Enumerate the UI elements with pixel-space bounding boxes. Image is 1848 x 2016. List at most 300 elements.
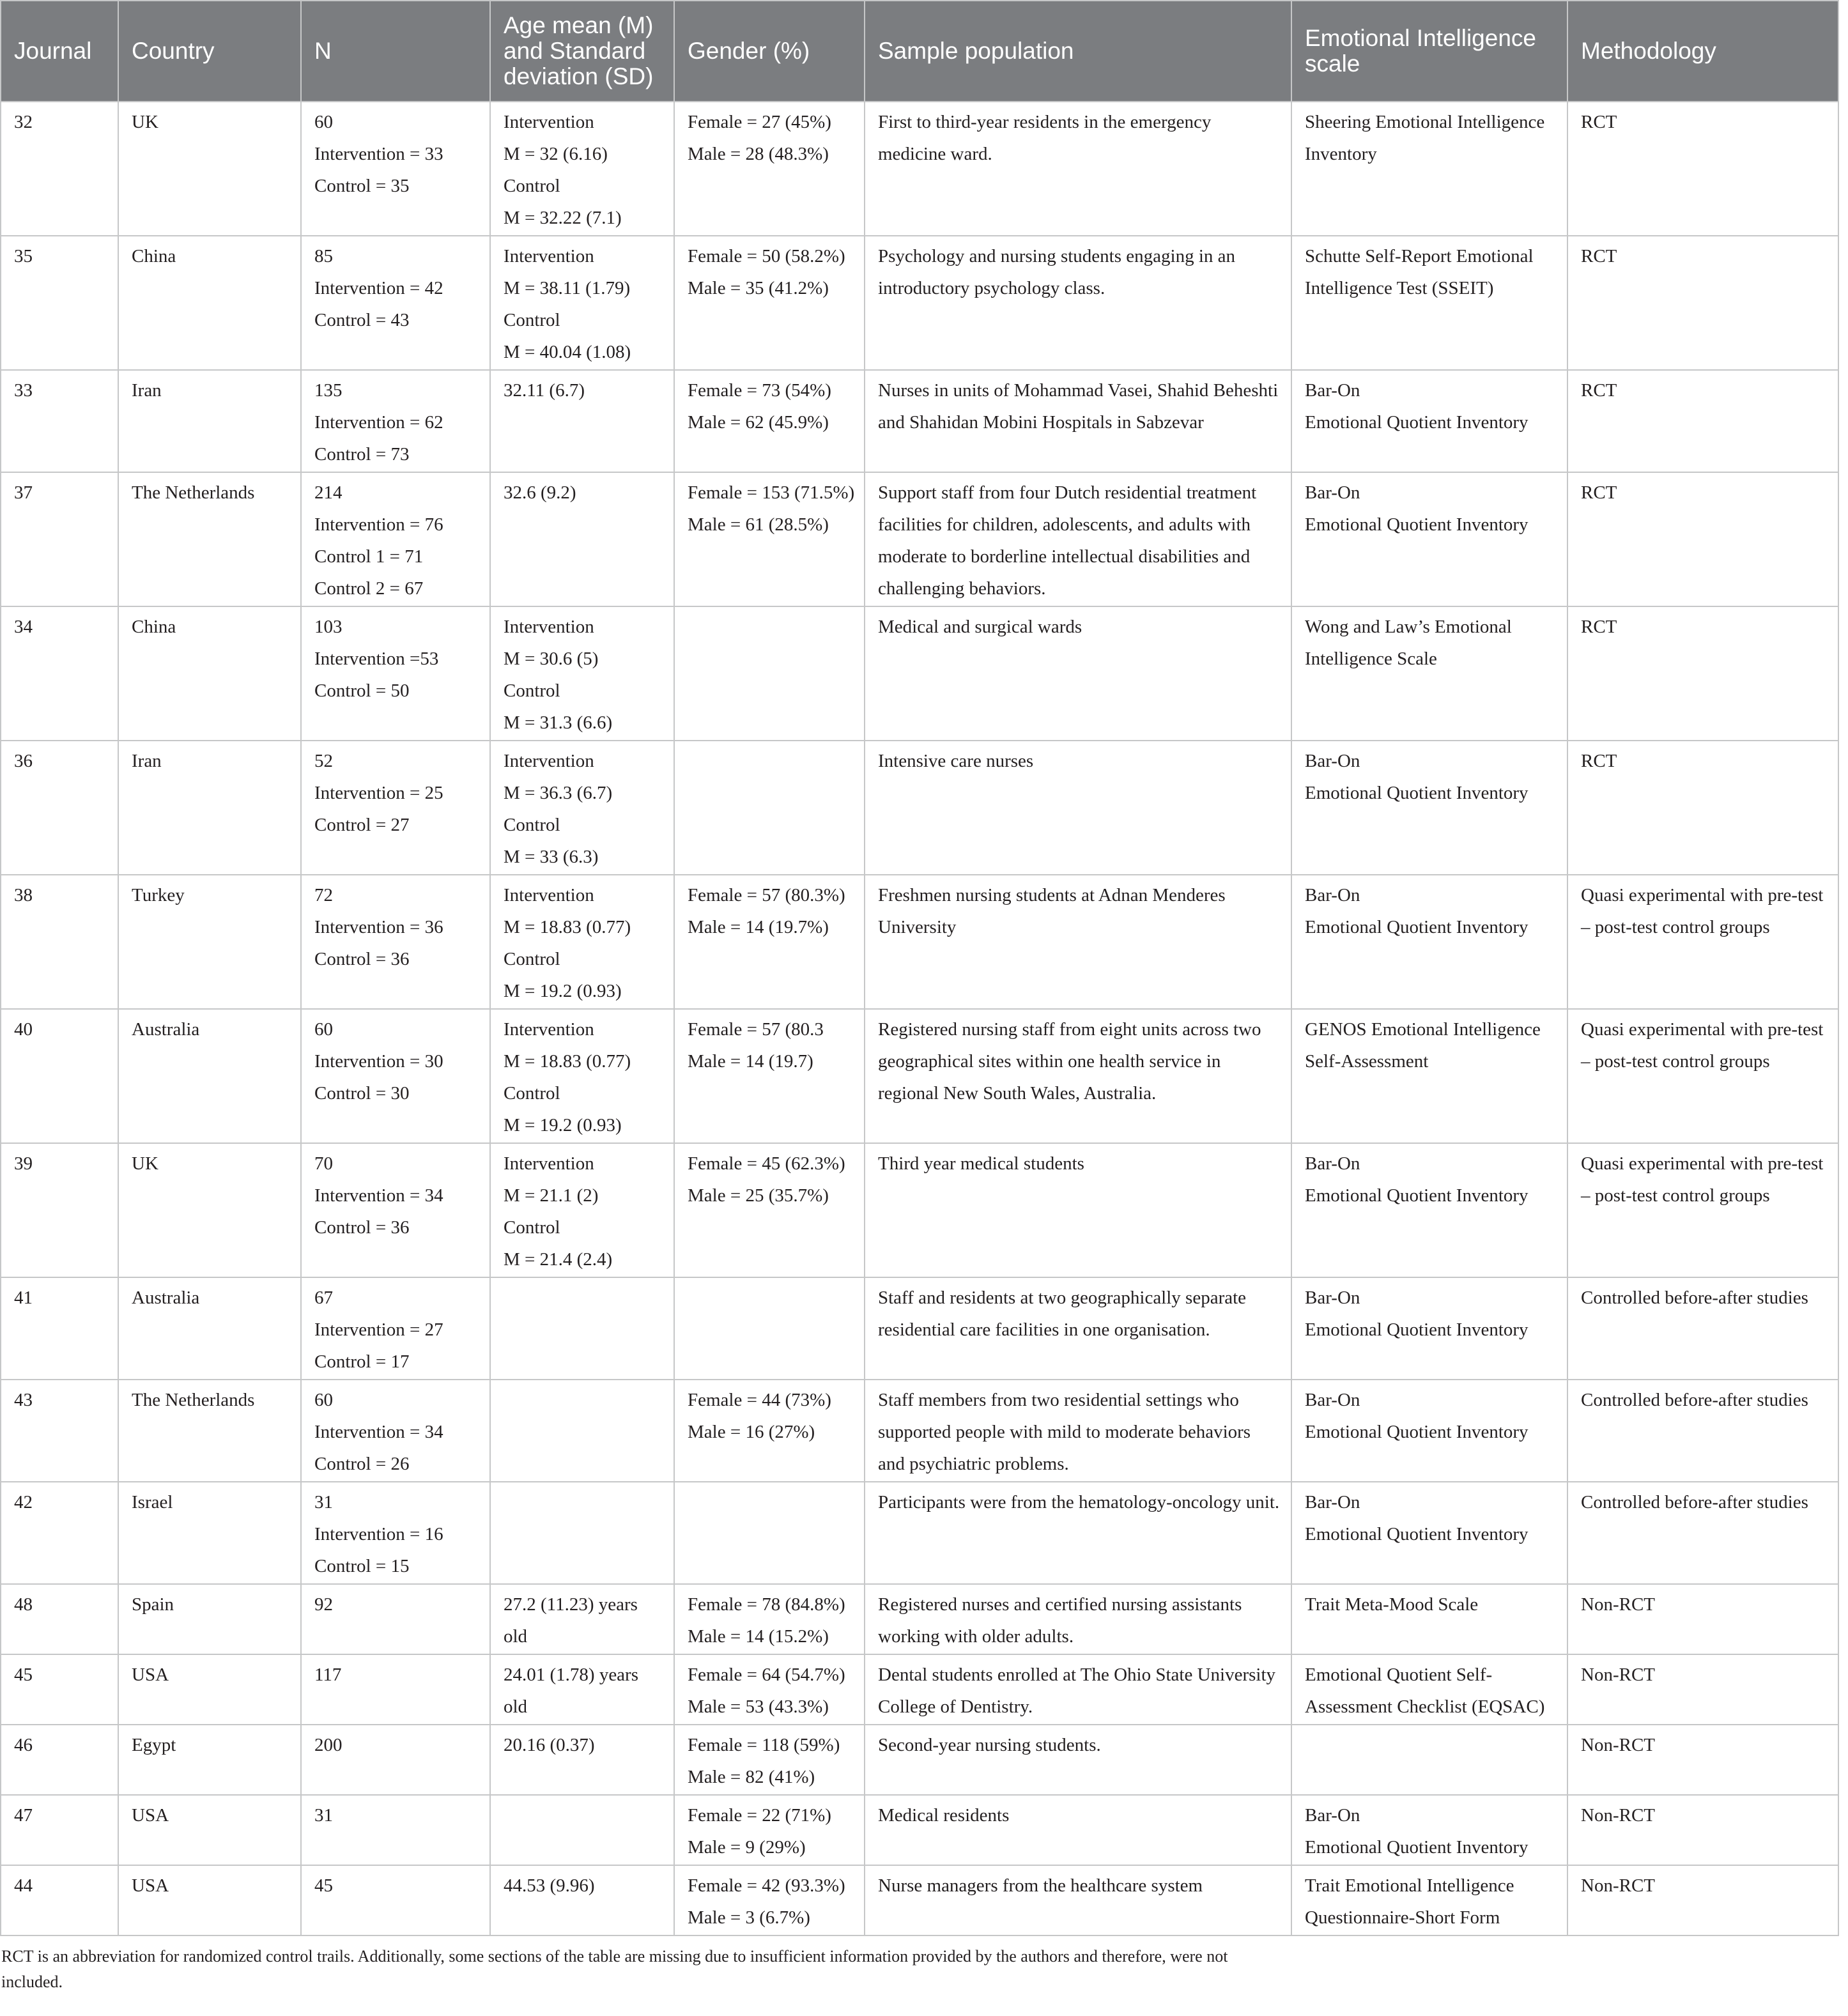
gender-line: Male = 82 (41%) bbox=[688, 1767, 815, 1787]
cell-scale bbox=[1291, 606, 1567, 741]
country-line: Iran bbox=[132, 380, 162, 401]
cell-sample bbox=[865, 370, 1291, 472]
scale-line: Emotional Quotient Inventory bbox=[1305, 1320, 1528, 1340]
cell-n bbox=[301, 1380, 490, 1482]
age-line: M = 32 (6.16) bbox=[504, 144, 608, 164]
header-country bbox=[118, 1, 301, 102]
header-scale bbox=[1291, 1, 1567, 102]
cell-scale bbox=[1291, 1725, 1567, 1795]
sample-line: medicine ward. bbox=[878, 144, 992, 164]
method-line: Non-RCT bbox=[1581, 1735, 1655, 1755]
table-row bbox=[1, 1865, 1838, 1935]
cell-country bbox=[118, 1380, 301, 1482]
age-line: Control bbox=[504, 176, 560, 196]
cell-journal bbox=[1, 1865, 118, 1935]
n-line: 31 bbox=[314, 1492, 333, 1512]
cell-method bbox=[1567, 1277, 1838, 1380]
n-line: Control = 27 bbox=[314, 815, 410, 835]
gender-line: Female = 50 (58.2%) bbox=[688, 246, 845, 266]
cell-method bbox=[1567, 370, 1838, 472]
header-age bbox=[490, 1, 674, 102]
gender-line: Male = 35 (41.2%) bbox=[688, 278, 829, 298]
sample-line: introductory psychology class. bbox=[878, 278, 1105, 298]
header-line: and Standard bbox=[504, 38, 646, 64]
journal-line: 48 bbox=[14, 1594, 33, 1615]
scale-line: Emotional Quotient Inventory bbox=[1305, 514, 1528, 535]
method-line: RCT bbox=[1581, 617, 1617, 637]
cell-age bbox=[490, 1725, 674, 1795]
cell-method bbox=[1567, 1584, 1838, 1654]
cell-n bbox=[301, 1482, 490, 1584]
header-line: N bbox=[314, 38, 332, 64]
cell-journal bbox=[1, 875, 118, 1009]
cell-gender bbox=[674, 472, 865, 606]
cell-gender bbox=[674, 1654, 865, 1725]
n-line: Control 1 = 71 bbox=[314, 546, 424, 567]
table-row bbox=[1, 370, 1838, 472]
gender-line: Female = 22 (71%) bbox=[688, 1805, 831, 1826]
cell-scale bbox=[1291, 1865, 1567, 1935]
sample-line: Support staff from four Dutch residential treatment bbox=[878, 482, 1257, 503]
cell-age bbox=[490, 741, 674, 875]
cell-journal bbox=[1, 606, 118, 741]
gender-line: Male = 28 (48.3%) bbox=[688, 144, 829, 164]
scale-line: Bar-On bbox=[1305, 482, 1360, 503]
cell-journal bbox=[1, 1654, 118, 1725]
age-line: Intervention bbox=[504, 112, 594, 132]
cell-sample bbox=[865, 1009, 1291, 1143]
cell-scale bbox=[1291, 1277, 1567, 1380]
method-line: – post-test control groups bbox=[1581, 1185, 1770, 1206]
cell-country bbox=[118, 1482, 301, 1584]
method-line: – post-test control groups bbox=[1581, 1051, 1770, 1072]
journal-line: 38 bbox=[14, 885, 33, 905]
sample-line: Second-year nursing students. bbox=[878, 1735, 1101, 1755]
table-row bbox=[1, 1725, 1838, 1795]
method-line: – post-test control groups bbox=[1581, 917, 1770, 937]
cell-journal bbox=[1, 236, 118, 370]
cell-sample bbox=[865, 1380, 1291, 1482]
age-line: 32.6 (9.2) bbox=[504, 482, 576, 503]
cell-country bbox=[118, 1725, 301, 1795]
cell-age bbox=[490, 472, 674, 606]
sample-line: residential care facilities in one organisation. bbox=[878, 1320, 1210, 1340]
gender-line: Female = 118 (59%) bbox=[688, 1735, 840, 1755]
cell-gender bbox=[674, 741, 865, 875]
scale-line: Trait Meta-Mood Scale bbox=[1305, 1594, 1479, 1615]
cell-sample bbox=[865, 236, 1291, 370]
cell-sample bbox=[865, 875, 1291, 1009]
cell-journal bbox=[1, 1009, 118, 1143]
sample-line: regional New South Wales, Australia. bbox=[878, 1083, 1157, 1104]
method-line: Controlled before-after studies bbox=[1581, 1288, 1808, 1308]
age-line: Control bbox=[504, 815, 560, 835]
scale-line: Emotional Quotient Inventory bbox=[1305, 783, 1528, 803]
n-line: Intervention =53 bbox=[314, 649, 439, 669]
age-line: Control bbox=[504, 681, 560, 701]
cell-journal bbox=[1, 741, 118, 875]
age-line: M = 21.1 (2) bbox=[504, 1185, 599, 1206]
method-line: RCT bbox=[1581, 246, 1617, 266]
cell-gender bbox=[674, 1277, 865, 1380]
table-row bbox=[1, 606, 1838, 741]
age-line: Intervention bbox=[504, 246, 594, 266]
age-line: M = 32.22 (7.1) bbox=[504, 208, 622, 228]
country-line: Australia bbox=[132, 1288, 200, 1308]
gender-line: Female = 78 (84.8%) bbox=[688, 1594, 845, 1615]
cell-sample bbox=[865, 102, 1291, 236]
sample-line: Nurse managers from the healthcare system bbox=[878, 1875, 1203, 1896]
n-line: Intervention = 30 bbox=[314, 1051, 443, 1072]
cell-sample bbox=[865, 1654, 1291, 1725]
table-row bbox=[1, 102, 1838, 236]
cell-country bbox=[118, 1865, 301, 1935]
cell-gender bbox=[674, 370, 865, 472]
n-line: 117 bbox=[314, 1665, 342, 1685]
sample-line: Nurses in units of Mohammad Vasei, Shahid Beheshti bbox=[878, 380, 1279, 401]
cell-sample bbox=[865, 1795, 1291, 1865]
cell-journal bbox=[1, 1725, 118, 1795]
table-row bbox=[1, 1482, 1838, 1584]
table-body bbox=[1, 102, 1838, 1935]
gender-line: Female = 64 (54.7%) bbox=[688, 1665, 845, 1685]
country-line: UK bbox=[132, 1153, 158, 1174]
gender-line: Male = 25 (35.7%) bbox=[688, 1185, 829, 1206]
scale-line: Intelligence Test (SSEIT) bbox=[1305, 278, 1494, 298]
cell-method bbox=[1567, 1865, 1838, 1935]
cell-country bbox=[118, 102, 301, 236]
n-line: 31 bbox=[314, 1805, 333, 1826]
age-line: Intervention bbox=[504, 1153, 594, 1174]
scale-line: Bar-On bbox=[1305, 380, 1360, 401]
country-line: Turkey bbox=[132, 885, 185, 905]
method-line: Controlled before-after studies bbox=[1581, 1390, 1808, 1410]
age-line: M = 21.4 (2.4) bbox=[504, 1249, 613, 1270]
n-line: Control = 30 bbox=[314, 1083, 410, 1104]
scale-line: Emotional Quotient Inventory bbox=[1305, 1837, 1528, 1858]
cell-method bbox=[1567, 102, 1838, 236]
n-line: Intervention = 36 bbox=[314, 917, 443, 937]
n-line: 92 bbox=[314, 1594, 333, 1615]
cell-gender bbox=[674, 1865, 865, 1935]
gender-line: Female = 42 (93.3%) bbox=[688, 1875, 845, 1896]
gender-line: Male = 9 (29%) bbox=[688, 1837, 806, 1858]
cell-journal bbox=[1, 1482, 118, 1584]
sample-line: College of Dentistry. bbox=[878, 1697, 1033, 1717]
n-line: 70 bbox=[314, 1153, 333, 1174]
age-line: Control bbox=[504, 1083, 560, 1104]
method-line: RCT bbox=[1581, 112, 1617, 132]
sample-line: and Shahidan Mobini Hospitals in Sabzevar bbox=[878, 412, 1204, 433]
sample-line: and psychiatric problems. bbox=[878, 1454, 1069, 1474]
cell-country bbox=[118, 875, 301, 1009]
table-row bbox=[1, 1584, 1838, 1654]
n-line: Control = 26 bbox=[314, 1454, 410, 1474]
cell-gender bbox=[674, 1482, 865, 1584]
header-line: deviation (SD) bbox=[504, 63, 654, 89]
n-line: Control = 43 bbox=[314, 310, 410, 330]
header-line: scale bbox=[1305, 50, 1360, 77]
scale-line: Emotional Quotient Inventory bbox=[1305, 917, 1528, 937]
header-line: Journal bbox=[14, 38, 92, 64]
cell-sample bbox=[865, 1865, 1291, 1935]
table-row bbox=[1, 472, 1838, 606]
cell-n bbox=[301, 1584, 490, 1654]
n-line: Control = 50 bbox=[314, 681, 410, 701]
n-line: Intervention = 62 bbox=[314, 412, 443, 433]
n-line: Intervention = 34 bbox=[314, 1422, 443, 1442]
header-line: Country bbox=[132, 38, 215, 64]
cell-scale bbox=[1291, 1654, 1567, 1725]
method-line: Quasi experimental with pre-test bbox=[1581, 1153, 1824, 1174]
cell-sample bbox=[865, 741, 1291, 875]
sample-line: Medical residents bbox=[878, 1805, 1010, 1826]
cell-age bbox=[490, 1143, 674, 1277]
n-line: Control = 73 bbox=[314, 444, 410, 465]
cell-gender bbox=[674, 606, 865, 741]
sample-line: First to third-year residents in the emergency bbox=[878, 112, 1212, 132]
scale-line: Bar-On bbox=[1305, 751, 1360, 771]
cell-method bbox=[1567, 1654, 1838, 1725]
cell-country bbox=[118, 370, 301, 472]
table-row bbox=[1, 1143, 1838, 1277]
age-line: M = 40.04 (1.08) bbox=[504, 342, 631, 362]
cell-journal bbox=[1, 102, 118, 236]
n-line: Intervention = 25 bbox=[314, 783, 443, 803]
scale-line: Bar-On bbox=[1305, 1805, 1360, 1826]
cell-gender bbox=[674, 1380, 865, 1482]
cell-n bbox=[301, 1865, 490, 1935]
gender-line: Female = 44 (73%) bbox=[688, 1390, 831, 1410]
age-line: 32.11 (6.7) bbox=[504, 380, 585, 401]
n-line: Intervention = 27 bbox=[314, 1320, 443, 1340]
cell-country bbox=[118, 1143, 301, 1277]
scale-line: GENOS Emotional Intelligence bbox=[1305, 1019, 1541, 1040]
gender-line: Female = 57 (80.3 bbox=[688, 1019, 824, 1040]
scale-line: Emotional Quotient Self- bbox=[1305, 1665, 1493, 1685]
country-line: Australia bbox=[132, 1019, 200, 1040]
cell-gender bbox=[674, 875, 865, 1009]
sample-line: Third year medical students bbox=[878, 1153, 1084, 1174]
sample-line: Freshmen nursing students at Adnan Menderes bbox=[878, 885, 1226, 905]
journal-line: 37 bbox=[14, 482, 33, 503]
age-line: 27.2 (11.23) years bbox=[504, 1594, 638, 1615]
journal-line: 43 bbox=[14, 1390, 33, 1410]
n-line: Control = 15 bbox=[314, 1556, 410, 1576]
table-row bbox=[1, 1009, 1838, 1143]
n-line: Intervention = 34 bbox=[314, 1185, 443, 1206]
cell-country bbox=[118, 1009, 301, 1143]
table-row bbox=[1, 236, 1838, 370]
method-line: Non-RCT bbox=[1581, 1805, 1655, 1826]
gender-line: Female = 73 (54%) bbox=[688, 380, 831, 401]
age-line: M = 36.3 (6.7) bbox=[504, 783, 613, 803]
gender-line: Female = 27 (45%) bbox=[688, 112, 831, 132]
gender-line: Male = 16 (27%) bbox=[688, 1422, 815, 1442]
journal-line: 40 bbox=[14, 1019, 33, 1040]
cell-n bbox=[301, 1725, 490, 1795]
cell-age bbox=[490, 1009, 674, 1143]
cell-n bbox=[301, 741, 490, 875]
n-line: 72 bbox=[314, 885, 333, 905]
sample-line: Staff and residents at two geographically separate bbox=[878, 1288, 1247, 1308]
cell-method bbox=[1567, 606, 1838, 741]
table-footnote bbox=[0, 1944, 1848, 1995]
journal-line: 34 bbox=[14, 617, 33, 637]
sample-line: facilities for children, adolescents, and adults with bbox=[878, 514, 1251, 535]
table-row bbox=[1, 741, 1838, 875]
method-line: Quasi experimental with pre-test bbox=[1581, 1019, 1824, 1040]
n-line: 45 bbox=[314, 1875, 333, 1896]
age-line: Control bbox=[504, 310, 560, 330]
journal-line: 45 bbox=[14, 1665, 33, 1685]
method-line: Non-RCT bbox=[1581, 1875, 1655, 1896]
method-line: Quasi experimental with pre-test bbox=[1581, 885, 1824, 905]
country-line: UK bbox=[132, 112, 158, 132]
sample-line: Medical and surgical wards bbox=[878, 617, 1082, 637]
sample-line: Intensive care nurses bbox=[878, 751, 1034, 771]
journal-line: 42 bbox=[14, 1492, 33, 1512]
cell-journal bbox=[1, 1795, 118, 1865]
scale-line: Emotional Quotient Inventory bbox=[1305, 1524, 1528, 1544]
age-line: 20.16 (0.37) bbox=[504, 1735, 595, 1755]
method-line: Non-RCT bbox=[1581, 1665, 1655, 1685]
age-line: Intervention bbox=[504, 1019, 594, 1040]
cell-country bbox=[118, 1795, 301, 1865]
scale-line: Wong and Law’s Emotional bbox=[1305, 617, 1512, 637]
cell-country bbox=[118, 1654, 301, 1725]
cell-scale bbox=[1291, 236, 1567, 370]
cell-sample bbox=[865, 1725, 1291, 1795]
country-line: The Netherlands bbox=[132, 1390, 255, 1410]
table-row bbox=[1, 1277, 1838, 1380]
sample-line: moderate to borderline intellectual disabilities and bbox=[878, 546, 1251, 567]
sample-line: Psychology and nursing students engaging in an bbox=[878, 246, 1236, 266]
table-row bbox=[1, 1380, 1838, 1482]
cell-age bbox=[490, 1795, 674, 1865]
n-line: 60 bbox=[314, 1390, 333, 1410]
header-method bbox=[1567, 1, 1838, 102]
n-line: 60 bbox=[314, 1019, 333, 1040]
cell-method bbox=[1567, 1482, 1838, 1584]
scale-line: Bar-On bbox=[1305, 1492, 1360, 1512]
age-line: Intervention bbox=[504, 617, 594, 637]
scale-line: Bar-On bbox=[1305, 885, 1360, 905]
n-line: 214 bbox=[314, 482, 343, 503]
scale-line: Emotional Quotient Inventory bbox=[1305, 412, 1528, 433]
sample-line: Participants were from the hematology-oncology unit. bbox=[878, 1492, 1280, 1512]
country-line: China bbox=[132, 246, 176, 266]
journal-line: 36 bbox=[14, 751, 33, 771]
cell-journal bbox=[1, 1143, 118, 1277]
country-line: China bbox=[132, 617, 176, 637]
cell-age bbox=[490, 236, 674, 370]
cell-country bbox=[118, 236, 301, 370]
cell-scale bbox=[1291, 370, 1567, 472]
gender-line: Female = 57 (80.3%) bbox=[688, 885, 845, 905]
gender-line: Male = 3 (6.7%) bbox=[688, 1907, 810, 1928]
table-row bbox=[1, 1654, 1838, 1725]
cell-n bbox=[301, 102, 490, 236]
country-line: Egypt bbox=[132, 1735, 176, 1755]
cell-n bbox=[301, 1143, 490, 1277]
age-line: M = 19.2 (0.93) bbox=[504, 1115, 622, 1135]
cell-gender bbox=[674, 1009, 865, 1143]
cell-country bbox=[118, 1584, 301, 1654]
table-header bbox=[1, 1, 1838, 102]
cell-age bbox=[490, 875, 674, 1009]
cell-method bbox=[1567, 875, 1838, 1009]
cell-sample bbox=[865, 1584, 1291, 1654]
footnote-line: RCT is an abbreviation for randomized control trails. Additionally, some sections of the table are missing due to insufficient information provided by the authors and therefore, were not bbox=[1, 1947, 1228, 1966]
cell-scale bbox=[1291, 1380, 1567, 1482]
cell-age bbox=[490, 1482, 674, 1584]
sample-line: Registered nurses and certified nursing assistants bbox=[878, 1594, 1242, 1615]
header-gender bbox=[674, 1, 865, 102]
cell-n bbox=[301, 1009, 490, 1143]
n-line: 52 bbox=[314, 751, 333, 771]
scale-line: Trait Emotional Intelligence bbox=[1305, 1875, 1514, 1896]
age-line: Control bbox=[504, 949, 560, 969]
cell-scale bbox=[1291, 875, 1567, 1009]
gender-line: Female = 45 (62.3%) bbox=[688, 1153, 845, 1174]
n-line: Control = 35 bbox=[314, 176, 410, 196]
country-line: USA bbox=[132, 1805, 169, 1826]
cell-method bbox=[1567, 1009, 1838, 1143]
scale-line: Sheering Emotional Intelligence bbox=[1305, 112, 1545, 132]
sample-line: working with older adults. bbox=[878, 1626, 1074, 1647]
n-line: Control = 17 bbox=[314, 1351, 410, 1372]
n-line: 103 bbox=[314, 617, 343, 637]
header-line: Methodology bbox=[1581, 38, 1716, 64]
sample-line: geographical sites within one health service in bbox=[878, 1051, 1221, 1072]
cell-country bbox=[118, 606, 301, 741]
method-line: RCT bbox=[1581, 751, 1617, 771]
table-row bbox=[1, 875, 1838, 1009]
cell-scale bbox=[1291, 1584, 1567, 1654]
cell-journal bbox=[1, 1380, 118, 1482]
cell-scale bbox=[1291, 741, 1567, 875]
cell-country bbox=[118, 472, 301, 606]
method-line: RCT bbox=[1581, 482, 1617, 503]
age-line: 44.53 (9.96) bbox=[504, 1875, 595, 1896]
header-n bbox=[301, 1, 490, 102]
sample-line: Registered nursing staff from eight units across two bbox=[878, 1019, 1261, 1040]
scale-line: Bar-On bbox=[1305, 1288, 1360, 1308]
gender-line: Male = 53 (43.3%) bbox=[688, 1697, 829, 1717]
footnote-line: included. bbox=[1, 1973, 63, 1991]
gender-line: Male = 14 (19.7) bbox=[688, 1051, 813, 1072]
cell-sample bbox=[865, 1277, 1291, 1380]
cell-method bbox=[1567, 741, 1838, 875]
cell-method bbox=[1567, 1725, 1838, 1795]
n-line: Intervention = 76 bbox=[314, 514, 443, 535]
scale-line: Self-Assessment bbox=[1305, 1051, 1429, 1072]
country-line: USA bbox=[132, 1665, 169, 1685]
journal-line: 41 bbox=[14, 1288, 33, 1308]
cell-sample bbox=[865, 1482, 1291, 1584]
n-line: Intervention = 16 bbox=[314, 1524, 443, 1544]
age-line: M = 18.83 (0.77) bbox=[504, 1051, 631, 1072]
n-line: 135 bbox=[314, 380, 343, 401]
n-line: Control = 36 bbox=[314, 1217, 410, 1238]
cell-age bbox=[490, 1584, 674, 1654]
cell-method bbox=[1567, 1380, 1838, 1482]
cell-n bbox=[301, 875, 490, 1009]
age-line: M = 31.3 (6.6) bbox=[504, 712, 613, 733]
header-line: Gender (%) bbox=[688, 38, 810, 64]
journal-line: 32 bbox=[14, 112, 33, 132]
